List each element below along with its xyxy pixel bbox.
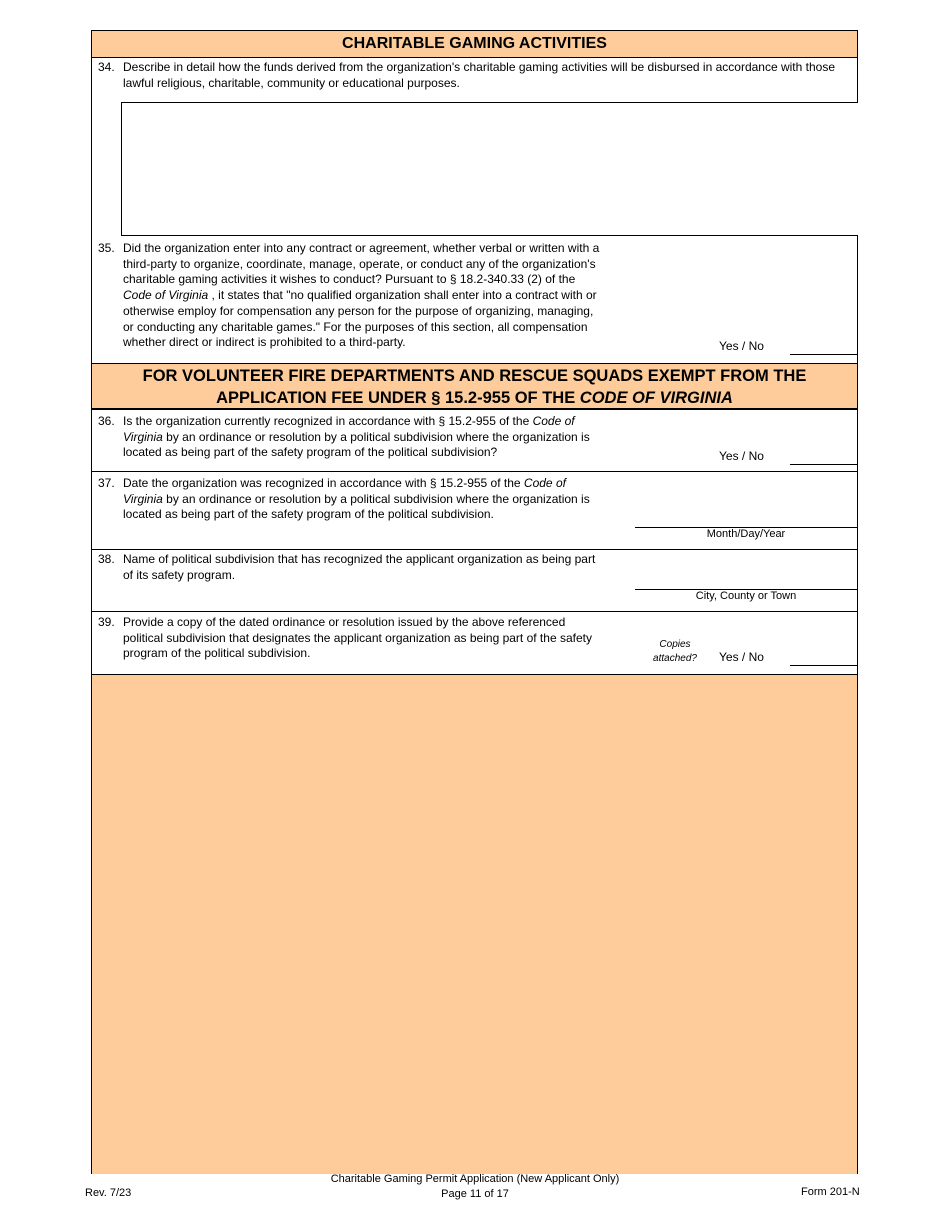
copies-attached-label: [635, 638, 715, 665]
question-number: 35.: [98, 241, 115, 255]
question-37: [96, 476, 846, 526]
question-text: Describe in detail how the funds derived from the organization's charitable gaming activities will be disbursed in accordance with those lawful religious, charitable, community or educational purposes.: [123, 60, 836, 90]
divider: [92, 549, 857, 550]
italic-text: Code of Virginia: [123, 288, 209, 303]
page-number: Page 11 of 17: [441, 1188, 509, 1200]
revision-label: Rev. 7/23: [85, 1187, 132, 1199]
question-number: 39.: [98, 615, 115, 629]
text-line: otherwise employ for compensation any person for the purpose of organizing, managing,: [123, 303, 594, 318]
text-span: , it states that "no qualified organization shall enter into a contract with or: [208, 288, 597, 303]
text-line: program of the political subdivision.: [123, 646, 311, 661]
text-line: Name of political subdivision that has recognized the applicant organization as being part: [123, 552, 596, 566]
text-span: by an ordinance or resolution by a political subdivision where the organization is: [162, 491, 590, 506]
text-span: APPLICATION FEE UNDER § 15.2-955 OF THE: [216, 389, 580, 407]
footer-title: Charitable Gaming Permit Application (New Applicant Only): [330, 1173, 620, 1185]
question-number: 34.: [98, 60, 115, 74]
text-line: Did the organization enter into any contract or agreement, whether verbal or written with a: [123, 241, 600, 255]
text-line: [123, 288, 643, 304]
text-span: Is the organization currently recognized in accordance with § 15.2-955 of the: [123, 414, 533, 428]
text-span: Date the organization was recognized in accordance with § 15.2-955 of the: [123, 476, 524, 490]
footer-center: [300, 1172, 650, 1202]
question-text: [123, 615, 643, 662]
form-page-frame: [91, 30, 858, 1174]
text-line: of its safety program.: [123, 567, 236, 582]
question-text: [123, 241, 643, 351]
q39-yes-no-label: Yes / No: [719, 650, 764, 664]
question-text: [123, 476, 643, 523]
text-line: third-party to organize, coordinate, manage, operate, or conduct any of the organization's: [123, 256, 596, 271]
question-text: [123, 552, 643, 583]
q34-answer-textarea[interactable]: [121, 102, 858, 236]
q35-yes-no-label: Yes / No: [719, 339, 764, 353]
q39-answer-line[interactable]: [790, 665, 857, 666]
question-34: [96, 60, 846, 100]
italic-text: CODE OF VIRGINIA: [579, 389, 733, 407]
question-number: 38.: [98, 552, 115, 566]
question-number: 37.: [98, 476, 115, 490]
text-line: charitable gaming activities it wishes to conduct? Pursuant to § 18.2-340.33 (2) of the: [123, 272, 576, 287]
q37-field-caption: Month/Day/Year: [706, 528, 786, 540]
section-header-volunteer-fire: [92, 363, 857, 410]
q36-yes-no-label: Yes / No: [719, 449, 764, 463]
text-line: [123, 492, 643, 508]
text-line: political subdivision that designates the applicant organization as being part of the safety: [123, 630, 592, 645]
divider: [92, 471, 857, 472]
text-line: [123, 430, 643, 446]
text-line: attached?: [653, 652, 697, 664]
italic-text: Code of: [523, 476, 566, 490]
question-38: [96, 552, 846, 586]
q35-answer-line[interactable]: [790, 354, 857, 355]
italic-text: Code of: [532, 414, 575, 428]
text-line: Copies: [659, 639, 691, 650]
text-line: [123, 476, 643, 492]
text-line: [123, 414, 643, 430]
section-header-charitable-gaming: [92, 31, 857, 58]
text-line: located as being part of the safety program of the political subdivision.: [123, 507, 494, 522]
section-title-line1: FOR VOLUNTEER FIRE DEPARTMENTS AND RESCUE SQUADS EXEMPT FROM THE: [142, 367, 807, 385]
q36-answer-line[interactable]: [790, 464, 857, 465]
section-title: CHARITABLE GAMING ACTIVITIES: [342, 35, 607, 52]
unused-area-fill: [92, 674, 857, 1174]
question-number: 36.: [98, 414, 115, 428]
section-title-line2: [92, 387, 857, 409]
text-line: or conducting any charitable games." For the purposes of this section, all compensation: [123, 319, 588, 334]
italic-text: Virginia: [123, 429, 163, 444]
divider: [92, 611, 857, 612]
text-line: whether direct or indirect is prohibited to a third-party.: [123, 335, 406, 350]
q38-field-caption: City, County or Town: [695, 590, 797, 602]
text-line: located as being part of the safety program of the political subdivision?: [123, 445, 498, 460]
text-span: by an ordinance or resolution by a political subdivision where the organization is: [162, 429, 590, 444]
text-line: Provide a copy of the dated ordinance or resolution issued by the above referenced: [123, 615, 566, 629]
form-number: Form 201-N: [801, 1186, 860, 1198]
question-text: [123, 414, 643, 461]
italic-text: Virginia: [123, 491, 163, 506]
